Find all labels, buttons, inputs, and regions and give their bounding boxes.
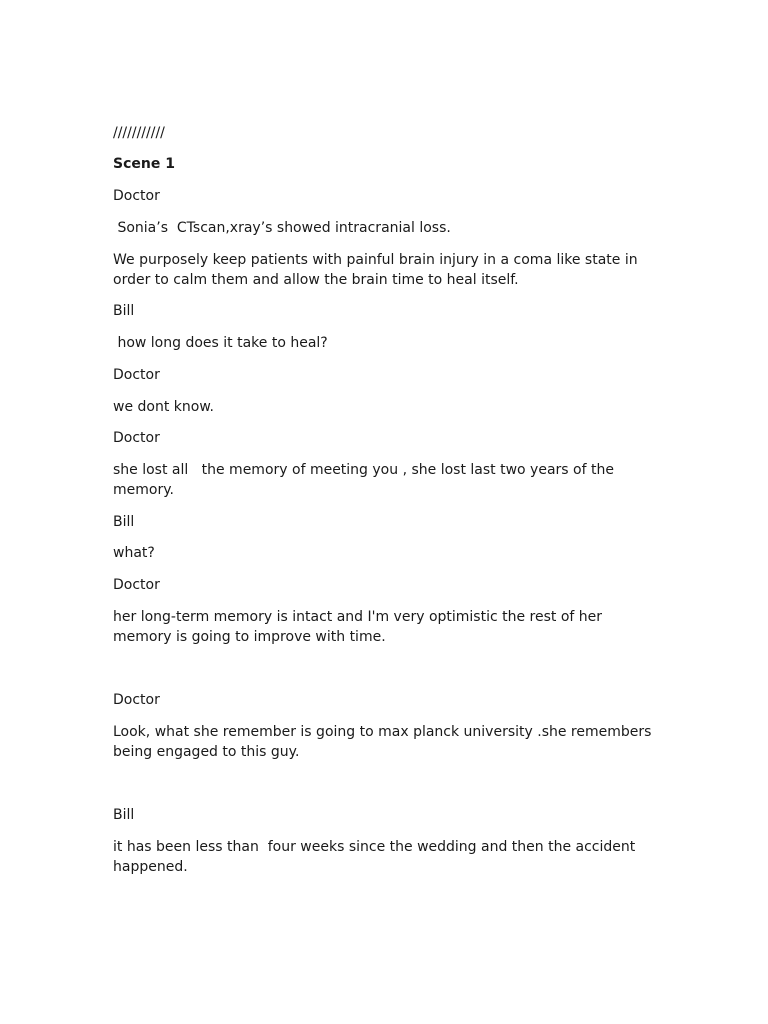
speaker-label: Bill xyxy=(113,807,135,823)
dialogue-line: Look, what she remember is going to max planck university .she remembers being engaged to this guy. xyxy=(113,724,656,760)
speaker-label: Doctor xyxy=(113,692,160,708)
speaker-label: Bill xyxy=(113,303,135,319)
speaker-label: Bill xyxy=(113,514,135,530)
speaker-label: Doctor xyxy=(113,188,160,204)
dialogue-line: she lost all the memory of meeting you , she lost last two years of the memory. xyxy=(113,462,619,498)
dialogue-line: how long does it take to heal? xyxy=(113,335,328,351)
dialogue-line: we dont know. xyxy=(113,399,214,415)
speaker-label: Doctor xyxy=(113,430,160,446)
dialogue-line: Sonia’s CTscan,xray’s showed intracranial loss. xyxy=(113,220,451,236)
dialogue-line: her long-term memory is intact and I'm very optimistic the rest of her memory is going to improve with time. xyxy=(113,609,607,645)
dialogue-line: what? xyxy=(113,545,155,561)
speaker-label: Doctor xyxy=(113,577,160,593)
dialogue-line: We purposely keep patients with painful brain injury in a coma like state in order to calm them and allow the brain time to heal itself. xyxy=(113,252,643,288)
separator-line: /////////// xyxy=(113,125,165,141)
dialogue-line: it has been less than four weeks since the wedding and then the accident happened. xyxy=(113,839,640,875)
speaker-label: Doctor xyxy=(113,367,160,383)
scene-heading: Scene 1 xyxy=(113,156,175,172)
